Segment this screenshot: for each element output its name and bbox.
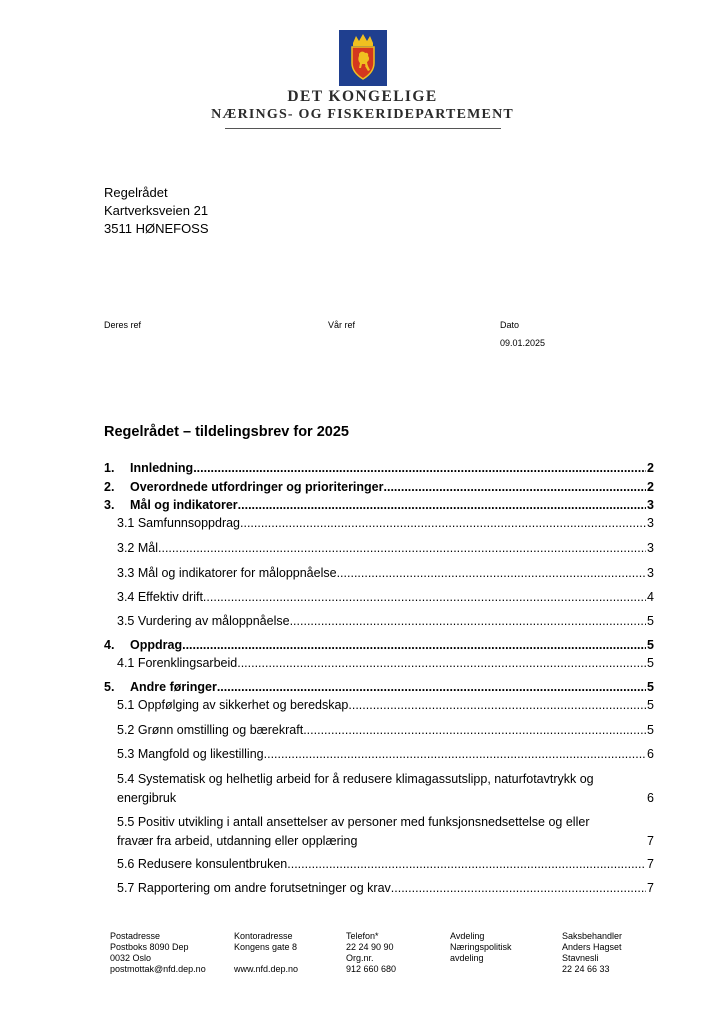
date-label: Dato xyxy=(500,320,520,330)
footer-phone: Telefon* 22 24 90 90 Org.nr. 912 660 680 xyxy=(346,931,397,974)
department-name-line2: NÆRINGS- OG FISKERIDEPARTEMENT xyxy=(211,107,514,122)
toc-item-5-5[interactable] xyxy=(117,814,654,849)
footer-email[interactable]: postmottak@nfd.dep.no xyxy=(110,964,206,974)
letterhead-rule xyxy=(225,128,501,129)
toc-num: 4. xyxy=(104,638,115,652)
document-title: Regelrådet – tildelingsbrev for 2025 xyxy=(104,424,349,440)
footer-heading: Saksbehandler xyxy=(562,931,623,941)
toc-item-3-5[interactable] xyxy=(117,614,654,628)
toc-label-line1: 5.4 Systematisk og helhetlig arbeid for å redusere klimagassutslipp, naturfotavtrykk og xyxy=(117,772,594,786)
toc-page: 5 xyxy=(647,698,654,712)
toc-page: 3 xyxy=(647,541,654,555)
department-name-line1: DET KONGELIGE xyxy=(287,88,438,105)
toc-item-5-1[interactable] xyxy=(117,698,654,712)
toc-label-line2: energibruk xyxy=(117,791,177,805)
toc-page: 6 xyxy=(647,747,654,761)
toc-page: 5 xyxy=(647,680,654,694)
toc-page: 3 xyxy=(647,498,654,512)
toc-item-5-2[interactable] xyxy=(117,723,654,737)
toc-page: 7 xyxy=(647,834,654,848)
footer-case-officer: Saksbehandler Anders Hagset Stavnesli 22 24 66 33 xyxy=(562,931,623,974)
toc-page: 7 xyxy=(647,881,654,895)
recipient-name: Regelrådet xyxy=(104,185,168,200)
toc-page: 5 xyxy=(647,656,654,670)
toc-num: 5. xyxy=(104,680,115,694)
toc-item-3-2[interactable] xyxy=(117,541,654,555)
footer-website[interactable]: www.nfd.dep.no xyxy=(234,964,299,974)
footer-heading: Kontoradresse xyxy=(234,931,293,941)
var-ref-label: Vår ref xyxy=(328,320,356,330)
toc-label-line1: 5.5 Positiv utvikling i antall ansettelser av personer med funksjonsnedsettelse og eller xyxy=(117,815,590,829)
toc-item-3-3[interactable] xyxy=(117,566,654,580)
toc-num: 3. xyxy=(104,498,115,512)
toc-item-5-3[interactable] xyxy=(117,747,654,761)
recipient-street: Kartverksveien 21 xyxy=(104,203,209,218)
toc-item-5-4[interactable] xyxy=(117,771,654,806)
footer-heading: Postadresse xyxy=(110,931,161,941)
toc-item-4-1[interactable] xyxy=(117,656,654,670)
letterhead xyxy=(0,30,725,129)
toc-num: 2. xyxy=(104,480,115,494)
toc-page: 5 xyxy=(647,614,654,628)
footer-heading: Telefon* xyxy=(346,931,379,941)
toc-label: Andre føringer xyxy=(130,680,217,694)
toc-page: 2 xyxy=(647,480,654,494)
toc-num: 1. xyxy=(104,461,115,475)
footer-department: Avdeling Næringspolitisk avdeling xyxy=(450,931,512,963)
toc-label: 3.1 Samfunnsoppdrag xyxy=(117,516,241,530)
deres-ref-label: Deres ref xyxy=(104,320,142,330)
toc-label: 3.3 Mål og indikatorer for måloppnåelse xyxy=(117,566,337,580)
royal-coat-of-arms-logo xyxy=(339,30,387,86)
toc-page: 7 xyxy=(647,857,654,871)
toc-label: Mål og indikatorer xyxy=(130,498,238,512)
toc-label: 3.5 Vurdering av måloppnåelse xyxy=(117,614,290,628)
toc-label: 5.2 Grønn omstilling og bærekraft xyxy=(117,723,304,737)
toc-item-2[interactable] xyxy=(104,480,654,494)
toc-page: 3 xyxy=(647,566,654,580)
footer-postal: Postadresse Postboks 8090 Dep 0032 Oslo postmottak@nfd.dep.no xyxy=(110,931,206,974)
toc-label: Oppdrag xyxy=(130,638,183,652)
toc-label: 3.2 Mål xyxy=(117,541,158,555)
toc-label: 3.4 Effektiv drift xyxy=(117,590,203,604)
toc-label: Innledning xyxy=(130,461,194,475)
toc-item-1[interactable] xyxy=(104,461,654,475)
toc-label: 4.1 Forenklingsarbeid xyxy=(117,656,238,670)
recipient-city: 3511 HØNEFOSS xyxy=(104,221,209,236)
toc-item-3[interactable] xyxy=(104,498,654,512)
toc-item-5[interactable] xyxy=(104,680,654,694)
toc-page: 3 xyxy=(647,516,654,530)
toc-item-5-6[interactable] xyxy=(117,857,654,871)
footer-office: Kontoradresse Kongens gate 8 www.nfd.dep.no xyxy=(234,931,299,974)
toc-page: 5 xyxy=(647,723,654,737)
toc-page: 6 xyxy=(647,791,654,805)
toc-page: 2 xyxy=(647,461,654,475)
toc-page: 4 xyxy=(647,590,654,604)
recipient-address xyxy=(104,184,209,238)
toc-item-5-7[interactable] xyxy=(117,881,654,895)
toc-label: 5.3 Mangfold og likestilling xyxy=(117,747,264,761)
toc-label: 5.7 Rapportering om andre forutsetninger og krav xyxy=(117,881,391,895)
toc-item-3-1[interactable] xyxy=(117,516,654,530)
date-value: 09.01.2025 xyxy=(500,338,546,348)
toc-item-4[interactable] xyxy=(104,638,654,652)
toc-label-line2: fravær fra arbeid, utdanning eller opplæring xyxy=(117,834,358,848)
toc-label: 5.1 Oppfølging av sikkerhet og beredskap xyxy=(117,698,349,712)
toc-label: 5.6 Redusere konsulentbruken xyxy=(117,857,288,871)
toc-label: Overordnede utfordringer og prioriteringer xyxy=(130,480,384,494)
footer-heading: Avdeling xyxy=(450,931,485,941)
toc-item-3-4[interactable] xyxy=(117,590,654,604)
toc-page: 5 xyxy=(647,638,654,652)
